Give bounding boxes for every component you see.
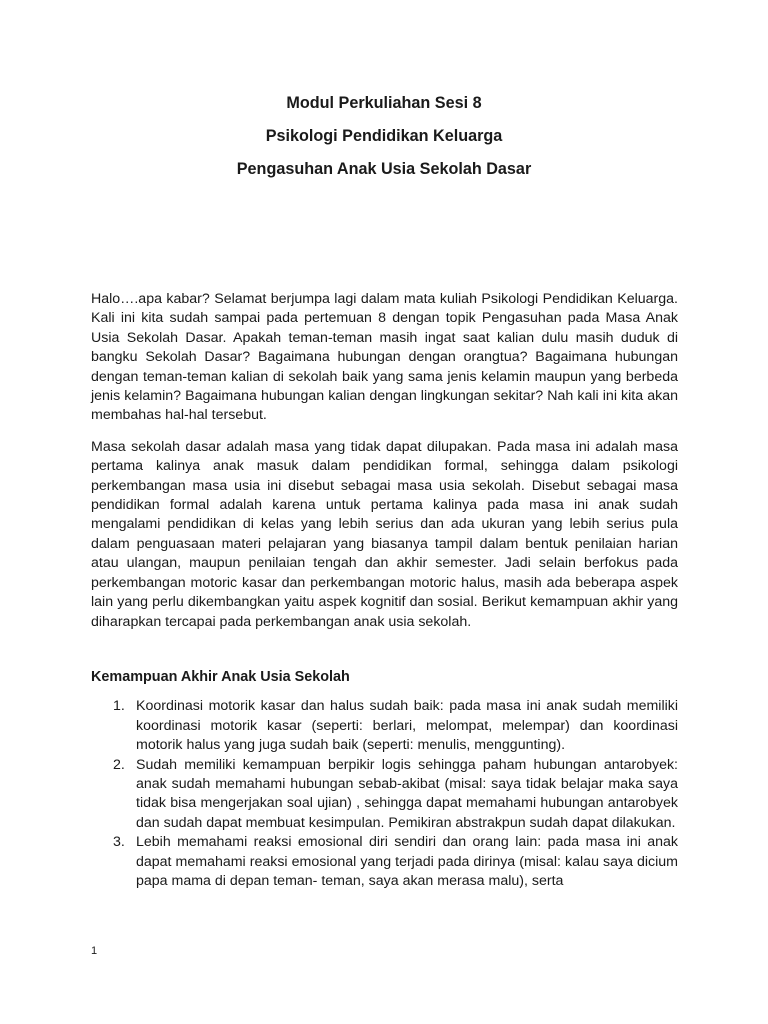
abilities-list xyxy=(91,697,678,891)
document-body xyxy=(91,290,678,891)
list-item xyxy=(91,756,678,834)
list-item-number: 1. xyxy=(113,698,125,715)
list-item-number: 2. xyxy=(113,756,125,773)
intro-paragraph: Halo….apa kabar? Selamat berjumpa lagi dalam mata kuliah Psikologi Pendidikan Keluarga. Kali ini kita sudah sampai pada pertemuan 8 dengan topik Pengasuhan pada Masa Anak Usia Sekolah Dasar. Apakah teman-teman masih ingat saat kalian dulu masih duduk di bangku Sekolah Dasar? Bagaimana hubungan dengan orangtua? Bagaimana hubungan dengan teman-teman kalian di sekolah baik yang sama jenis kelamin maupun yang berbeda jenis kelamin? Bagaimana hubungan kalian dengan lingkungan sekitar? Nah kali ini kita akan membahas hal-hal tersebut. xyxy=(91,291,678,424)
course-title: Psikologi Pendidikan Keluarga xyxy=(265,127,503,145)
school-age-paragraph: Masa sekolah dasar adalah masa yang tidak dapat dilupakan. Pada masa ini adalah masa pertama kalinya anak masuk dalam pendidikan formal, sehingga dalam psikologi perkembangan masa usia ini disebut sebagai masa usia sekolah. Disebut sebagai masa pendidikan formal adalah karena untuk pertama kalinya pada masa ini anak sudah mengalami pendidikan di kelas yang lebih serius dan ada ukuran yang lebih serius pula dalam penguasaan materi pelajaran yang biasanya tampil dalam bentuk penilaian harian atau ulangan, maupun penilaian tengah dan akhir semester. Jadi selain berfokus pada perkembangan motoric kasar dan perkembangan motoric halus, masih ada beberapa aspek lain yang perlu dikembangkan yaitu aspek kognitif dan sosial. Berikut kemampuan akhir yang diharapkan tercapai pada perkembangan anak usia sekolah. xyxy=(91,438,678,630)
list-item-number: 3. xyxy=(113,834,125,851)
page-number: 1 xyxy=(91,945,98,957)
section-heading: Kemampuan Akhir Anak Usia Sekolah xyxy=(91,668,350,685)
title-block xyxy=(0,92,768,191)
module-title: Modul Perkuliahan Sesi 8 xyxy=(286,94,482,112)
list-item-text: Sudah memiliki kemampuan berpikir logis sehingga paham hubungan antarobyek: anak sudah memahami hubungan sebab-akibat (misal: saya tidak belajar maka saya tidak bisa mengerjakan soal ujian) , sehingga dapat memahami hubungan antarobyek dan sudah dapat membuat kesimpulan. Pemikiran abstrakpun sudah dapat dilakukan. xyxy=(136,756,678,831)
list-item xyxy=(91,697,678,755)
list-item-text: Koordinasi motorik kasar dan halus sudah baik: pada masa ini anak sudah memiliki koordinasi motorik kasar (seperti: berlari, melompat, melempar) dan koordinasi motorik halus yang juga sudah baik (seperti: menulis, menggunting). xyxy=(136,698,678,754)
topic-title: Pengasuhan Anak Usia Sekolah Dasar xyxy=(236,160,532,178)
list-item xyxy=(91,833,678,891)
list-item-text: Lebih memahami reaksi emosional diri sendiri dan orang lain: pada masa ini anak dapat memahami reaksi emosional yang terjadi pada dirinya (misal: kalau saya dicium papa mama di depan teman- teman, saya akan merasa malu), serta xyxy=(136,834,678,889)
